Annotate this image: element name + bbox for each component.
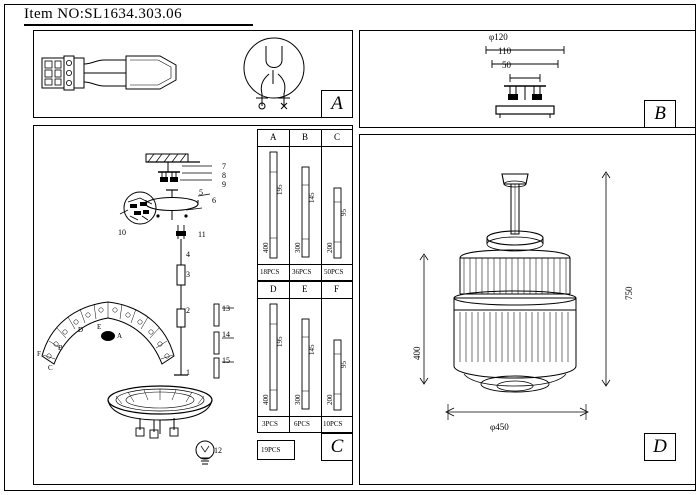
parts-total-value: 19PCS xyxy=(261,446,281,454)
rod-f-len: 200 xyxy=(326,394,334,405)
ceiling-plate-detail xyxy=(470,36,580,122)
rod-c-len: 200 xyxy=(326,242,334,253)
fixing-kit-detail xyxy=(118,190,164,232)
parts-header-b: B xyxy=(302,132,309,142)
rod-a-inner: 195 xyxy=(276,184,284,195)
count-f: 10PCS xyxy=(323,420,343,428)
rod-d-len: 400 xyxy=(262,394,270,405)
callout-7: 7 xyxy=(222,162,226,171)
callout-1: 1 xyxy=(186,368,190,377)
callout-6: 6 xyxy=(212,196,216,205)
parts-table-top-col-rule-1 xyxy=(289,129,290,281)
fan-letter-d: D xyxy=(78,326,84,334)
parts-header-c: C xyxy=(334,132,341,142)
callout-15: 15 xyxy=(222,356,230,365)
title-underline xyxy=(24,24,253,26)
panel-d-letter: D xyxy=(644,433,676,461)
wiring-detail-illustration xyxy=(226,36,326,112)
callout-3: 3 xyxy=(186,270,190,279)
callout-10: 10 xyxy=(118,228,126,237)
panel-b-dim-110: 110 xyxy=(498,46,512,56)
rod-a-len: 400 xyxy=(262,242,270,253)
rod-d-inner: 195 xyxy=(276,336,284,347)
callout-4: 4 xyxy=(186,250,190,259)
parts-table-top-header-rule xyxy=(257,146,353,147)
callout-11: 11 xyxy=(198,230,206,239)
height-dim-750: 750 xyxy=(624,286,634,300)
parts-header-f: F xyxy=(334,284,340,294)
parts-table-top-count-rule xyxy=(257,264,353,265)
rod-e-len: 300 xyxy=(294,394,302,405)
fan-letter-e: E xyxy=(97,323,102,331)
parts-header-a: A xyxy=(270,132,277,142)
body-dimension-line xyxy=(414,252,434,388)
panel-c-letter: C xyxy=(321,433,353,461)
spare-rods-detail xyxy=(208,300,252,380)
panel-b-dim-120: φ120 xyxy=(489,32,508,42)
chandelier-front-view xyxy=(430,170,600,420)
page-title: Item NO:SL1634.303.06 xyxy=(24,6,182,22)
callout-13: 13 xyxy=(222,304,230,313)
count-d: 3PCS xyxy=(262,420,278,428)
callout-2: 2 xyxy=(186,306,190,315)
parts-table-bottom-count-rule xyxy=(257,416,353,417)
callout-9: 9 xyxy=(222,180,226,189)
parts-header-e: E xyxy=(302,284,308,294)
callout-5: 5 xyxy=(199,188,203,197)
parts-table-bottom-header-rule xyxy=(257,298,353,299)
count-c: 50PCS xyxy=(324,268,344,276)
rod-b-len: 300 xyxy=(294,242,302,253)
callout-8: 8 xyxy=(222,171,226,180)
parts-table-top-col-rule-2 xyxy=(321,129,322,281)
callout-12: 12 xyxy=(214,446,222,455)
parts-table-bottom-col-rule-2 xyxy=(321,281,322,433)
fan-letter-c: C xyxy=(48,364,53,372)
count-e: 6PCS xyxy=(294,420,310,428)
panel-b-dim-50: 50 xyxy=(502,60,511,70)
parts-header-d: D xyxy=(270,284,277,294)
count-b: 36PCS xyxy=(292,268,312,276)
count-a: 18PCS xyxy=(260,268,280,276)
body-dim-400: 400 xyxy=(412,346,422,360)
callout-14: 14 xyxy=(222,330,230,339)
diameter-dimension-line xyxy=(444,404,590,420)
terminal-block-illustration xyxy=(40,52,180,98)
fan-letter-f: F xyxy=(37,350,41,358)
rod-f-inner: 95 xyxy=(340,361,348,368)
rod-e-inner: 145 xyxy=(308,344,316,355)
fan-letter-b: B xyxy=(58,344,63,352)
glass-rod-layout-fan xyxy=(38,300,178,372)
rod-b-inner: 145 xyxy=(308,192,316,203)
rod-c-inner: 95 xyxy=(340,209,348,216)
parts-table-bottom-col-rule-1 xyxy=(289,281,290,433)
height-dimension-line xyxy=(596,170,622,390)
diameter-dim-450: φ450 xyxy=(490,422,509,432)
panel-a-letter: A xyxy=(321,90,353,118)
panel-b-letter: B xyxy=(644,100,676,128)
fan-letter-a: A xyxy=(117,332,123,340)
